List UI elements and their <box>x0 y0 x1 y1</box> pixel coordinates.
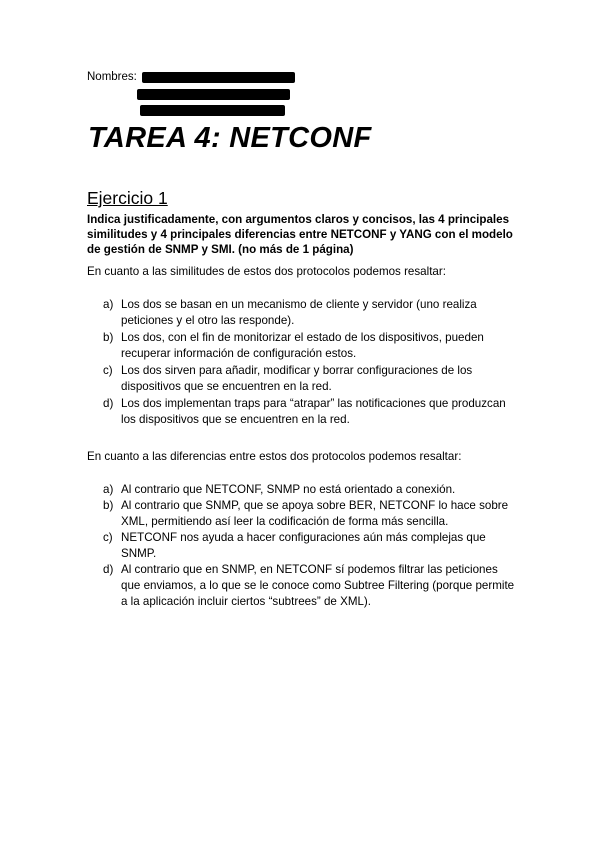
similarities-list <box>87 297 517 428</box>
list-marker: d) <box>103 563 114 576</box>
similarities-intro: En cuanto a las similitudes de estos dos protocolos podemos resaltar: <box>87 265 446 278</box>
list-item <box>87 396 517 428</box>
redacted-name-3 <box>140 105 285 116</box>
list-item-text: Al contrario que en SNMP, en NETCONF sí podemos filtrar las peticiones que enviamos, a lo que se le conoce como Subtree Filtering (porque permite a la aplicación incluir ciertos “subtrees” de XML). <box>121 563 515 608</box>
list-item <box>87 530 517 562</box>
names-label: Nombres: <box>87 71 137 83</box>
list-marker: b) <box>103 331 114 344</box>
list-item <box>87 562 517 610</box>
list-item-text: Los dos se basan en un mecanismo de cliente y servidor (uno realiza peticiones y el otro las responde). <box>121 298 477 327</box>
list-marker: c) <box>103 531 113 544</box>
redacted-name-1 <box>142 72 295 83</box>
exercise-title: Ejercicio 1 <box>87 188 168 208</box>
list-item-text: NETCONF nos ayuda a hacer configuraciones aún más complejas que SNMP. <box>121 531 486 560</box>
exercise-question: Indica justificadamente, con argumentos claros y concisos, las 4 principales similitudes y 4 principales diferencias entre NETCONF y YANG con el modelo de gestión de SNMP y SMI. (no más de 1 página) <box>87 213 513 256</box>
redacted-name-2 <box>137 89 290 100</box>
differences-intro: En cuanto a las diferencias entre estos dos protocolos podemos resaltar: <box>87 450 462 463</box>
list-item-text: Los dos sirven para añadir, modificar y borrar configuraciones de los dispositivos que se encuentren en la red. <box>121 364 473 393</box>
list-marker: a) <box>103 483 114 496</box>
list-item <box>87 363 517 395</box>
list-item-text: Los dos implementan traps para “atrapar” las notificaciones que produzcan los dispositivos que se encuentren en la red. <box>121 397 506 426</box>
page-title: TAREA 4: NETCONF <box>88 122 372 154</box>
list-marker: a) <box>103 298 114 311</box>
list-marker: b) <box>103 499 114 512</box>
list-item <box>87 498 517 530</box>
list-marker: d) <box>103 397 114 410</box>
list-marker: c) <box>103 364 113 377</box>
list-item <box>87 482 517 498</box>
differences-list <box>87 482 517 610</box>
list-item <box>87 297 517 329</box>
list-item-text: Al contrario que NETCONF, SNMP no está orientado a conexión. <box>121 483 456 496</box>
list-item <box>87 330 517 362</box>
list-item-text: Al contrario que SNMP, que se apoya sobre BER, NETCONF lo hace sobre XML, permitiendo así leer la codificación de forma más sencilla. <box>121 499 509 528</box>
list-item-text: Los dos, con el fin de monitorizar el estado de los dispositivos, pueden recuperar información de configuración estos. <box>121 331 484 360</box>
